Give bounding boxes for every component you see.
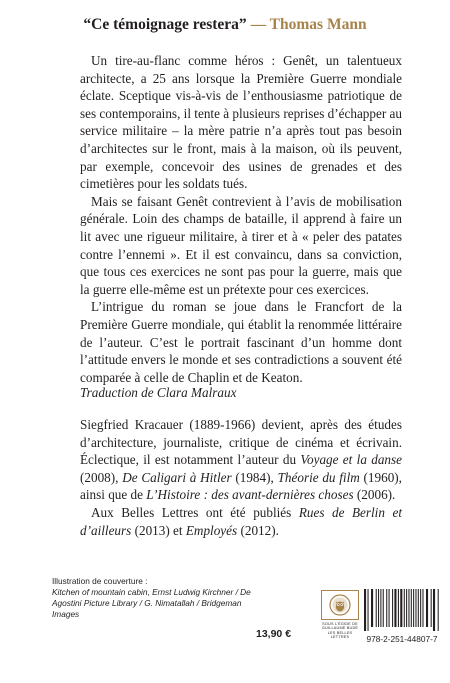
bio-text: (2006).: [353, 487, 396, 503]
quote-text: “Ce témoignage restera”: [83, 16, 247, 33]
barcode-bar: [422, 589, 423, 627]
barcode-bar: [420, 589, 421, 627]
bio-text: Siegfried Kracauer (1889-1966) devient, après des études d’architecture, journaliste, critique de cinéma et écrivain. Éclectique, il est notamment l’auteur du: [80, 417, 402, 468]
credit-artwork-title: Kitchen of mountain cabin: [52, 587, 148, 597]
barcode-bar: [364, 589, 366, 631]
barcode-bar: [411, 589, 412, 627]
barcode-bar: [376, 589, 377, 627]
barcode-bar: [386, 589, 387, 627]
barcode-bar: [378, 589, 379, 627]
publisher-line-1: SOUS L’ÉGIDE DE: [322, 622, 358, 626]
publisher-line-3: LES BELLES LETTRES: [327, 630, 353, 640]
book-title: Théorie du film: [277, 469, 360, 485]
isbn-number: 978-2-251-44807-7: [366, 634, 438, 644]
isbn-barcode: [362, 589, 442, 631]
price-label: 13,90 €: [256, 628, 292, 640]
blurb-paragraph-1: Un tire-au-flanc comme héros : Genêt, un talentueux architecte, a 25 ans lorsque la Première Guerre mondiale éclate. Sceptique vis-à-vis de l’enthousiasme patriotique de ses contemporains, il tente à plusieurs reprises d’échapper au service militaire – la mère patrie n’a après tout pas besoin d’architectes sur le front, mais à la maison, où ils peuvent, par exemple, concevoir des usines de grenades et des cimetières pour les soldats tués.: [80, 53, 402, 192]
bio-text: (1960), ainsi que de: [80, 469, 402, 503]
publisher-logo: [321, 590, 359, 620]
barcode-bar: [394, 589, 396, 627]
book-title: Employés: [185, 522, 238, 538]
barcode-bar: [371, 589, 373, 627]
barcode-bar: [392, 589, 393, 627]
barcode-bar: [426, 589, 428, 627]
translation-credit: Traduction de Clara Malraux: [80, 385, 237, 400]
publisher-line-2: GUILLAUME BUDÉ: [321, 626, 359, 631]
barcode-bar: [438, 589, 439, 631]
book-title: Voyage et la danse: [300, 452, 403, 468]
barcode-bar: [431, 589, 432, 627]
barcode-bar: [380, 589, 381, 627]
barcode-bar: [389, 589, 390, 627]
barcode-bar: [418, 589, 419, 627]
bio-text: (2012).: [237, 522, 279, 538]
blurb-paragraph-2: Mais se faisant Genêt contrevient à l’avis de mobilisation générale. Loin des champs de bataille, il apprend à faire un lit avec une rigueur militaire, à tirer et à « peler des patates contre l’ennemi ». Et il est convaincu, dans sa conviction, que tous ces exercices ne sont pas pour la guerre, mais que la guerre elle-même est un prétexte pour ces exercices.: [80, 193, 402, 297]
book-title: De Caligari à Hitler: [122, 469, 232, 485]
blurb: [80, 52, 402, 386]
quote-dash: —: [246, 16, 270, 33]
credit-label: Illustration de couverture :: [52, 576, 148, 586]
owl-emblem-icon: [329, 594, 351, 616]
publisher-imprint: [321, 622, 359, 640]
bio-text: Aux Belles Lettres ont été publiés: [91, 504, 299, 520]
bio-paragraph-2: [80, 504, 402, 539]
barcode-bar: [415, 589, 416, 627]
credit-separator: ,: [147, 587, 153, 597]
bio-paragraph-1: [80, 416, 402, 504]
barcode-bar: [400, 589, 402, 627]
barcode-bar: [408, 589, 409, 627]
barcode-bar: [368, 589, 369, 631]
back-cover-quote: [0, 16, 450, 34]
bio-text: (2013) et: [131, 522, 186, 538]
book-title: L’Histoire : des avant-dernières choses: [146, 487, 354, 503]
quote-author: Thomas Mann: [269, 16, 367, 33]
book-title: Rues de Berlin et d’ailleurs: [80, 504, 402, 538]
barcode-bar: [383, 589, 384, 627]
credit-artist-source: Ernst Ludwig Kirchner / De Agostini Picture Library / G. Nimatallah / Bridgeman Images: [52, 587, 251, 619]
barcode-bar: [433, 589, 435, 631]
cover-illustration-credit: [52, 576, 252, 620]
barcode-bar: [406, 589, 407, 627]
bio-text: (2008),: [80, 469, 123, 485]
author-bio: [80, 416, 402, 539]
bio-text: (1984),: [231, 469, 278, 485]
barcode-bar: [404, 589, 405, 627]
barcode-bar: [413, 589, 414, 627]
barcode-bar: [398, 589, 399, 627]
blurb-paragraph-3: L’intrigue du roman se joue dans le Francfort de la Première Guerre mondiale, qui établit la renommée littéraire de l’auteur. C’est le portrait fascinant d’un homme dont l’attitude envers le monde et ses contradictions a souvent été comparée à celle de Chaplin et de Keaton.: [80, 299, 402, 385]
